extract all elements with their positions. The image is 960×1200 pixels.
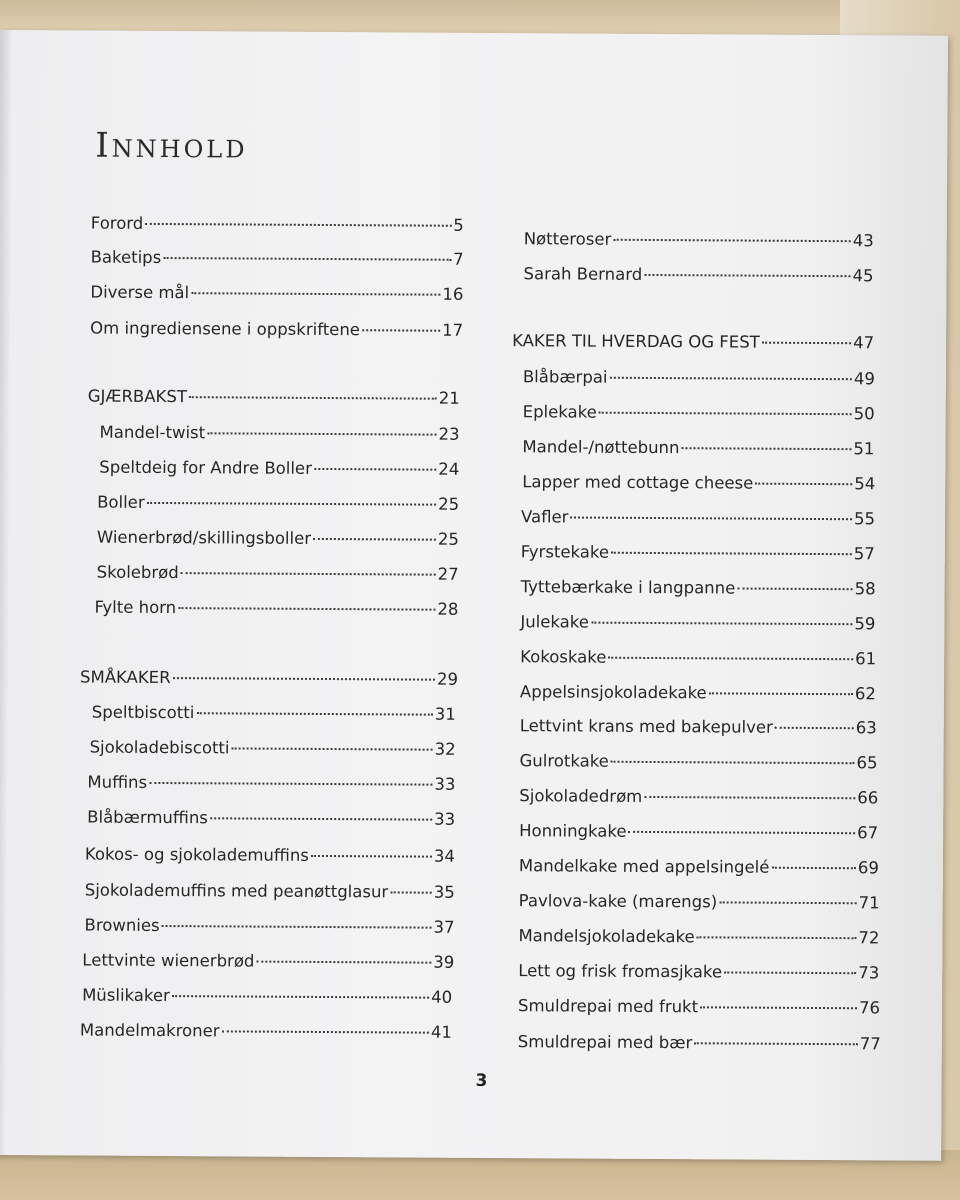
toc-entry-title: Lettvint krans med bakepulver	[519, 716, 773, 737]
dot-leader	[599, 412, 852, 416]
toc-entry	[85, 845, 455, 866]
toc-entry	[97, 528, 459, 549]
toc-entry-page-number: 55	[853, 509, 876, 529]
dot-leader	[611, 761, 855, 764]
toc-entry-title: Blåbærpai	[522, 367, 608, 387]
toc-entry-page-number: 66	[857, 788, 879, 808]
toc-entry-title: Brownies	[84, 915, 160, 935]
toc-entry-title: Appelsinsjokoladekake	[519, 682, 707, 703]
dot-leader	[178, 607, 435, 611]
toc-entry-title: SMÅKAKER	[79, 667, 171, 688]
dot-leader	[610, 377, 852, 380]
toc-entry-page-number: 16	[442, 284, 464, 304]
toc-entry	[519, 856, 879, 877]
dot-leader	[314, 468, 436, 471]
dot-leader	[700, 1006, 857, 1009]
toc-entry	[519, 821, 878, 842]
toc-entry-page-number: 29	[436, 669, 459, 689]
toc-entry-page-number: 31	[434, 704, 456, 724]
toc-entry-page-number: 58	[854, 579, 876, 599]
dot-leader	[737, 588, 852, 591]
toc-entry-title: Blåbærmuffins	[87, 807, 208, 828]
toc-entry	[91, 214, 464, 235]
toc-entry-page-number: 73	[858, 963, 880, 983]
toc-entry-page-number: 69	[857, 858, 879, 878]
toc-entry-page-number: 25	[438, 494, 460, 514]
toc-entry	[518, 926, 879, 947]
dot-leader	[256, 961, 431, 964]
toc-section-heading	[80, 668, 458, 689]
toc-entry-page-number: 61	[855, 649, 877, 669]
dot-leader	[162, 925, 432, 929]
toc-entry-title: Lett og frisk fromasjkake	[518, 961, 723, 982]
toc-entry-title: Julekake	[520, 612, 590, 632]
toc-entry-page-number: 27	[437, 564, 459, 584]
toc-entry-title: Tyttebærkake i langpanne	[520, 577, 736, 598]
toc-entry-title: Nøtteroser	[523, 229, 612, 249]
toc-entry	[524, 229, 874, 250]
dot-leader	[694, 1042, 858, 1045]
dot-leader	[608, 657, 853, 660]
dot-leader	[232, 747, 433, 750]
toc-entry-title: Smuldrepai med frukt	[517, 996, 699, 1017]
dot-leader	[181, 572, 436, 576]
toc-entry-page-number: 39	[433, 952, 455, 972]
toc-entry-title: Honningkake	[519, 821, 627, 841]
toc-entry	[92, 703, 456, 724]
dot-leader	[762, 342, 851, 345]
toc-entry	[90, 738, 456, 759]
toc-entry-title: Wienerbrød/skillingsboller	[96, 527, 312, 548]
toc-entry	[94, 598, 458, 619]
toc-entry	[84, 916, 454, 937]
toc-entry-page-number: 32	[434, 739, 456, 759]
toc-entry	[522, 437, 874, 458]
page-binding-edge	[0, 30, 12, 1155]
dot-leader	[719, 901, 857, 904]
dot-leader	[591, 622, 852, 626]
toc-entry-page-number: 77	[859, 1034, 881, 1054]
toc-entry	[87, 808, 455, 829]
toc-entry-page-number: 33	[434, 774, 456, 794]
toc-entry-title: Forord	[90, 213, 144, 233]
toc-entry-title: Vafler	[520, 507, 569, 527]
toc-entry-title: Lapper med cottage cheese	[522, 472, 754, 493]
dot-leader	[629, 831, 856, 834]
page-number: 3	[475, 1070, 488, 1091]
toc-entry-title: Kokoskake	[520, 647, 607, 667]
toc-entry-page-number: 57	[853, 544, 875, 564]
dot-leader	[149, 782, 432, 786]
toc-entry-title: Kokos- og sjokolademuffins	[84, 844, 309, 865]
dot-leader	[173, 677, 435, 681]
toc-entry-title: Mandel-/nøttebunn	[522, 437, 680, 458]
toc-entry	[519, 786, 878, 807]
dot-leader	[189, 396, 437, 400]
toc-entry-title: Fyrstekake	[520, 542, 610, 562]
dot-leader	[390, 891, 432, 893]
toc-entry-title: Speltbiscotti	[91, 702, 195, 723]
dot-leader	[644, 796, 855, 799]
toc-entry	[521, 507, 875, 528]
toc-entry-title: Mandelmakroner	[79, 1020, 220, 1041]
toc-entry	[87, 773, 455, 794]
toc-entry-page-number: 50	[853, 404, 875, 424]
toc-entry-title: Skolebrød	[96, 562, 179, 583]
toc-entry-page-number: 43	[852, 231, 874, 251]
toc-entry-page-number: 41	[430, 1022, 452, 1042]
toc-entry-page-number: 34	[433, 846, 456, 866]
toc-entry	[522, 472, 875, 493]
toc-entry-page-number: 51	[853, 439, 875, 459]
dot-leader	[145, 223, 451, 227]
toc-entry-page-number: 76	[858, 998, 881, 1018]
toc-entry-page-number: 5	[453, 215, 464, 235]
dot-leader	[163, 257, 451, 261]
dot-leader	[191, 292, 440, 296]
dot-leader	[172, 995, 429, 999]
dot-leader	[611, 552, 852, 555]
toc-entry	[520, 716, 877, 737]
toc-entry	[90, 283, 463, 304]
dot-leader	[210, 817, 432, 820]
toc-entry-title: GJÆRBAKST	[87, 386, 187, 407]
toc-entry	[97, 563, 459, 584]
toc-entry	[518, 961, 879, 982]
toc-entry	[518, 1032, 881, 1053]
toc-entry	[523, 402, 875, 423]
toc-entry-page-number: 54	[854, 474, 876, 494]
toc-entry-page-number: 72	[858, 928, 880, 948]
toc-entry-title: Müslikaker	[82, 985, 170, 1006]
toc-entry-page-number: 35	[433, 882, 455, 902]
toc-entry-page-number: 63	[855, 718, 877, 738]
toc-entry-title: Om ingrediensene i oppskriftene	[90, 318, 361, 340]
toc-entry	[80, 1021, 452, 1042]
toc-entry-title: Diverse mål	[90, 282, 190, 303]
toc-entry-page-number: 49	[853, 369, 875, 389]
toc-entry-page-number: 37	[433, 917, 455, 937]
toc-entry-title: Eplekake	[522, 402, 597, 422]
toc-entry-page-number: 47	[853, 333, 875, 353]
toc-entry	[521, 542, 875, 563]
toc-entry-page-number: 67	[857, 823, 879, 843]
toc-entry-page-number: 17	[442, 320, 464, 340]
dot-leader	[313, 538, 436, 541]
dot-leader	[311, 855, 432, 858]
toc-entry-title: Mandelsjokoladekake	[518, 926, 695, 947]
dot-leader	[196, 712, 433, 715]
toc-entry-title: Gulrotkake	[519, 751, 609, 771]
toc-entry-page-number: 23	[438, 424, 460, 444]
toc-entry	[82, 951, 454, 972]
toc-entry	[99, 423, 459, 444]
dot-leader	[709, 692, 853, 695]
toc-entry	[518, 996, 880, 1017]
toc-entry-page-number: 71	[858, 893, 880, 913]
toc-entry	[85, 881, 455, 902]
toc-entry	[520, 682, 876, 703]
toc-entry-page-number: 24	[438, 459, 460, 479]
toc-entry-page-number: 7	[453, 249, 464, 269]
toc-entry	[90, 319, 463, 340]
toc-entry	[523, 367, 875, 388]
toc-entry	[519, 891, 880, 912]
toc-entry	[523, 264, 873, 285]
dot-leader	[570, 516, 852, 520]
toc-entry-title: Fylte horn	[94, 597, 177, 618]
toc-entry-title: Sjokoladedrøm	[519, 786, 643, 806]
toc-entry	[520, 647, 876, 668]
dot-leader	[775, 727, 854, 729]
toc-entry-title: Smuldrepai med bær	[517, 1032, 693, 1053]
toc-section-heading	[88, 387, 460, 408]
toc-entry	[97, 493, 459, 514]
toc-entry-page-number: 21	[438, 388, 460, 408]
toc-entry	[520, 612, 875, 633]
toc-entry	[91, 248, 464, 269]
toc-entry-title: KAKER TIL HVERDAG OG FEST	[512, 331, 760, 352]
toc-entry-page-number: 45	[852, 266, 874, 286]
toc-section-heading	[512, 331, 874, 352]
toc-entry-title: Boller	[97, 492, 145, 512]
dot-leader	[697, 936, 857, 939]
book-page	[0, 30, 948, 1161]
toc-entry	[519, 751, 877, 772]
toc-entry	[82, 986, 452, 1007]
toc-entry-title: Sjokolademuffins med peanøttglasur	[84, 880, 389, 902]
toc-entry	[99, 458, 459, 479]
toc-entry-page-number: 25	[437, 529, 459, 549]
dot-leader	[222, 1030, 429, 1033]
toc-entry-title: Mandelkake med appelsingelé	[518, 856, 770, 877]
toc-entry-page-number: 33	[434, 809, 456, 829]
toc-entry-title: Mandel-twist	[99, 422, 206, 443]
toc-entry-page-number: 62	[854, 684, 877, 704]
dot-leader	[681, 447, 851, 450]
toc-entry-title: Lettvinte wienerbrød	[82, 950, 255, 971]
toc-entry-page-number: 28	[437, 599, 459, 619]
toc-entry-title: Sarah Bernard	[523, 264, 643, 284]
dot-leader	[362, 329, 440, 331]
dot-leader	[644, 274, 850, 277]
toc-entry-title: Sjokoladebiscotti	[89, 737, 230, 758]
toc-entry-title: Muffins	[87, 772, 148, 792]
toc-entry-title: Pavlova-kake (marengs)	[518, 891, 718, 912]
dot-leader	[207, 432, 436, 435]
toc-entry-page-number: 59	[854, 614, 876, 634]
dot-leader	[755, 483, 852, 486]
toc-entry-page-number: 40	[431, 987, 453, 1007]
dot-leader	[147, 502, 436, 506]
dot-leader	[613, 239, 850, 242]
page-title: Innhold	[95, 125, 248, 167]
toc-entry	[521, 577, 876, 598]
toc-entry-title: Speltdeig for Andre Boller	[99, 457, 312, 478]
dot-leader	[724, 971, 856, 974]
dot-leader	[771, 867, 856, 870]
toc-entry-title: Baketips	[90, 247, 162, 267]
toc-entry-page-number: 65	[856, 753, 878, 773]
